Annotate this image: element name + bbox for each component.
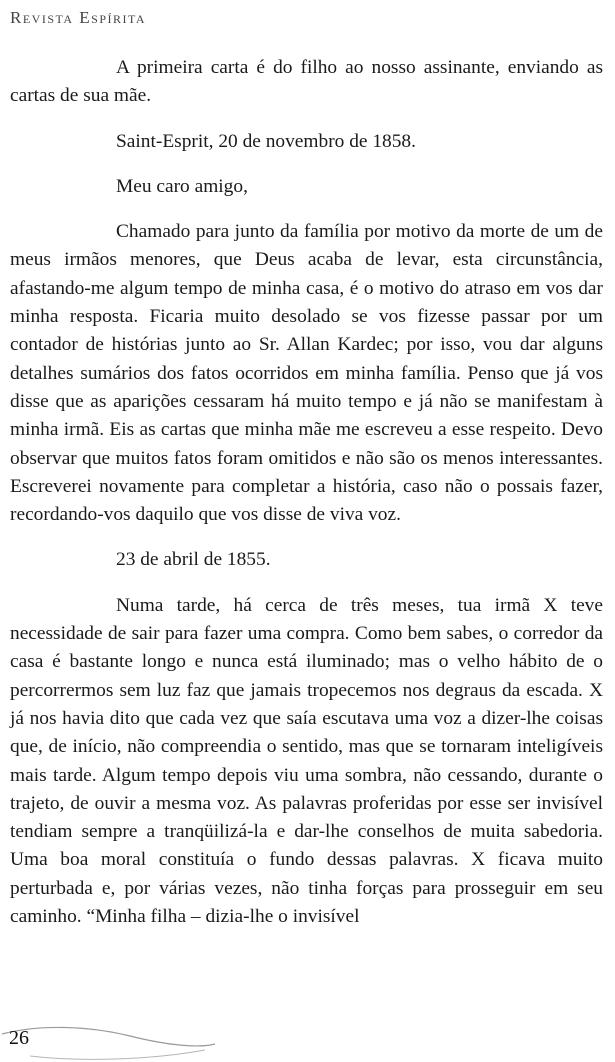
salutation: Meu caro amigo, (116, 175, 248, 197)
dateline-mother-letter: 23 de abril de 1855. (116, 549, 271, 571)
decorative-swoosh (0, 1022, 220, 1062)
page-body (10, 54, 603, 931)
running-title: Revista Espírita (10, 8, 147, 27)
dateline-letter: Saint-Esprit, 20 de novembro de 1858. (116, 130, 416, 152)
page-number: 26 (9, 1027, 29, 1049)
letter-paragraph: Chamado para junto da família por motivo da morte de um de meus irmãos menores, que Deus acaba de levar, esta circunstância, afastando-me algum tempo de minha casa, é o motivo do atraso em vos dar minha resposta. Ficaria muito desolado se vos fizesse passar por um contador de histórias junto ao Sr. Allan Kardec; por isso, vou dar alguns detalhes sumários dos fatos ocorridos em minha família. Penso que já vos disse que as aparições cessaram há muito tempo e já não se manifestam à minha irmã. Eis as cartas que minha mãe me escreveu a esse respeito. Devo observar que muitos fatos foram omitidos e não são os menos interessantes. Escreverei novamente para completar a história, caso não o possais fazer, recordando-vos daquilo que vos disse de viva voz. (10, 221, 603, 526)
mother-letter-paragraph: Numa tarde, há cerca de três meses, tua irmã X teve necessidade de sair para fazer uma compra. Como bem sabes, o corredor da casa é bastante longo e nunca está iluminado; mas o velho hábito de o percorrermos sem luz faz que jamais tropecemos nos degraus da escada. X já nos havia dito que cada vez que saía escutava uma voz a dizer-lhe coisas que, de início, não compreendia o sentido, mas que se tornaram inteligíveis mais tarde. Algum tempo depois viu uma sombra, não cessando, durante o trajeto, de ouvir a mesma voz. As palavras proferidas por esse ser invisível tendiam sempre a tranqüilizá-la e dar-lhe conselhos de muita sabedoria. Uma boa moral constituía o fundo dessas palavras. X ficava muito perturbada e, por várias vezes, não tinha forças para prosseguir em seu caminho. “Minha filha – dizia-lhe o invisível (10, 594, 603, 928)
intro-paragraph: A primeira carta é do filho ao nosso assinante, enviando as cartas de sua mãe. (10, 57, 603, 107)
